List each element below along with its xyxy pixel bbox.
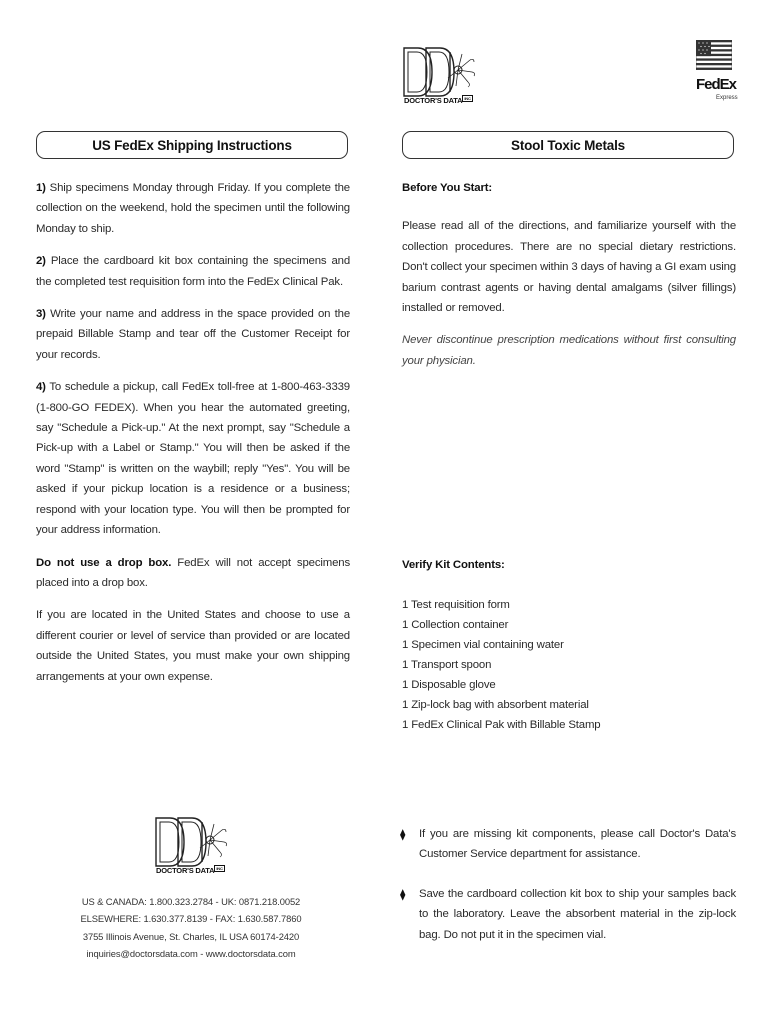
right-section-title: Stool Toxic Metals (511, 137, 625, 153)
ddi-footer-logo-inc: INC (216, 866, 223, 871)
contact-address: 3755 Illinois Avenue, St. Charles, IL USA 60174-2420 (82, 930, 300, 942)
kit-contents-list (402, 595, 736, 735)
ddi-logo-inc: INC (464, 96, 471, 101)
ddi-footer-logo-name: DOCTOR'S DATA (156, 866, 215, 875)
contact-info (60, 893, 322, 963)
left-section-header (36, 131, 348, 159)
contact-phone-elsewhere: ELSEWHERE: 1.630.377.8139 - FAX: 1.630.587.7860 (80, 913, 302, 925)
right-section-header (402, 131, 734, 159)
save-kit-box-note: Save the cardboard collection kit box to ship your samples back to the laboratory. Leave the absorbent material in the zip-lock bag. Do not put it in the specimen vial. (419, 888, 736, 941)
instruction-4 (36, 377, 350, 540)
fedex-express-logo (692, 40, 736, 104)
contact-phone-us: US & CANADA: 1.800.323.2784 - UK: 0871.218.0052 (81, 896, 301, 907)
kit-item: 1 FedEx Clinical Pak with Billable Stamp (402, 719, 601, 732)
instruction-1 (36, 178, 350, 239)
fedex-sub-label: Express (716, 95, 738, 101)
diamond-bullet-icon: ⧫ (400, 829, 406, 841)
instruction-3-number: 3) (36, 308, 46, 321)
left-column (36, 178, 350, 687)
contact-web: inquiries@doctorsdata.com - www.doctorsdata.com (86, 948, 296, 960)
ddi-logo (398, 42, 478, 112)
kit-item: 1 Disposable glove (402, 679, 496, 692)
fedex-wordmark: FedEx (696, 76, 737, 93)
kit-item: 1 Transport spoon (402, 659, 492, 672)
us-flag-icon (696, 40, 732, 70)
medication-note: Never discontinue prescription medications without first consulting your physician. (402, 334, 736, 367)
kit-item: 1 Test requisition form (402, 599, 510, 612)
instruction-2-text: Place the cardboard kit box containing the specimens and the completed test requisition form into the FedEx Clinical Pak. (36, 255, 351, 288)
dropbox-warning (36, 553, 350, 594)
instruction-1-text: Ship specimens Monday through Friday. If you complete the collection on the weekend, hold the specimen until the following Monday to ship. (36, 182, 350, 235)
instruction-2-number: 2) (36, 255, 46, 268)
ddi-footer-logo (150, 812, 230, 882)
right-column-intro (402, 178, 736, 371)
before-you-start-text: Please read all of the directions, and familiarize yourself with the collection procedures. There are no special dietary restrictions. Don't collect your specimen within 3 days of having a GI exam using barium contrast agents or having dental amalgams (silver fillings) installed or removed. (402, 220, 736, 315)
kit-contents (402, 555, 736, 735)
instruction-3-text: Write your name and address in the space provided on the prepaid Billable Stamp and tear off the Customer Receipt for your records. (36, 308, 350, 361)
left-section-title: US FedEx Shipping Instructions (92, 137, 292, 153)
ddi-footer-logo-text (156, 866, 225, 875)
dropbox-warning-text: FedEx will not accept specimens placed into a drop box. (36, 556, 350, 589)
dropbox-warning-bold: Do not use a drop box. (36, 556, 172, 569)
kit-contents-heading: Verify Kit Contents: (402, 559, 505, 571)
diamond-bullet-icon: ⧫ (400, 889, 406, 901)
kit-item: 1 Specimen vial containing water (402, 639, 564, 652)
kit-item: 1 Zip-lock bag with absorbent material (402, 699, 589, 712)
instruction-4-text: To schedule a pickup, call FedEx toll-free at 1-800-463-3339 (1-800-GO FEDEX). When you hear the automated greeting, say "Schedule a Pick-up." At the next prompt, say "Schedule a Pick-up with a Label or Stamp." You will then be asked if the word "Stamp" is written on the waybill; reply "Yes". You will be asked if your pickup location is a residence or a business; respond with your location type. You will then be prompted for your address information. (36, 381, 350, 537)
ddi-logo-text (404, 96, 473, 105)
instruction-3 (36, 304, 350, 365)
instruction-1-number: 1) (36, 182, 46, 194)
instruction-2 (36, 251, 350, 292)
instruction-4-number: 4) (36, 381, 46, 394)
ddi-logo-name: DOCTOR'S DATA (404, 96, 463, 105)
missing-components-note: If you are missing kit components, please call Doctor's Data's Customer Service department for assistance. (419, 828, 736, 861)
before-you-start-heading: Before You Start: (402, 182, 493, 194)
kit-item: 1 Collection container (402, 619, 509, 632)
outside-us-note: If you are located in the United States and choose to use a different courier or level of service than provided or are located outside the United States, you must make your own shipping arrangements at your own expense. (36, 609, 350, 683)
